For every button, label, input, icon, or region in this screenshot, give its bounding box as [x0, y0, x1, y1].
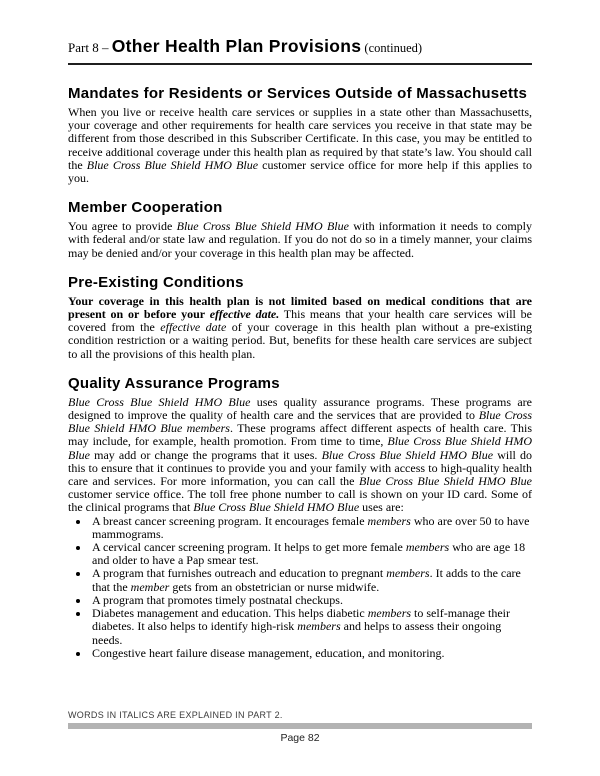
- list-item-cervical-cancer-screening: • A cervical cancer screening program. It helps to get more female members who are age 18 and older to have a Pap smear test.: [90, 541, 532, 567]
- footer-italics-note: WORDS IN ITALICS ARE EXPLAINED IN PART 2.: [68, 710, 283, 720]
- section-heading-member-cooperation: Member Cooperation: [68, 199, 223, 217]
- section-quality-assurance: [68, 376, 532, 660]
- list-item-pregnancy-outreach: • A program that furnishes outreach and education to pregnant members. It adds to the care that the member gets from an obstetrician or nurse midwife.: [90, 567, 532, 593]
- section-heading-pre-existing: Pre-Existing Conditions: [68, 273, 244, 291]
- section-heading-mandates: Mandates for Residents or Services Outside of Massachusetts: [68, 85, 528, 102]
- paragraph-mandates: When you live or receive health care services or supplies in a state other than Massachusetts, your coverage and other requirements for health care services you receive in that state may be different from those described in this Subscriber Certificate. In this case, you may be entitled to receive additional coverage under this health plan as required by that state’s law. You should call the Blue Cross Blue Shield HMO Blue customer service office for more help if this applies to you.: [68, 105, 532, 186]
- footer-divider-bar: [68, 723, 532, 729]
- list-item-diabetes-management: • Diabetes management and education. This helps diabetic members to self-manage their diabetes. It also helps to identify high-risk members and helps to assess their ongoing needs.: [90, 607, 532, 647]
- paragraph-pre-existing: Your coverage in this health plan is not limited based on medical conditions that are present on or before your effective date. This means that your health care services will be covered from the effective date of your coverage in this health plan without a pre-existing condition restriction or a waiting period. But, benefits for these health care services are subject to all the provisions of this health plan.: [68, 293, 533, 361]
- paragraph-member-cooperation: You agree to provide Blue Cross Blue Shield HMO Blue with information it needs to comply with federal and/or state law and regulation. If you do not do so in a timely manner, your claims may be denied and/or your coverage in this health plan may be affected.: [68, 219, 532, 260]
- section-mandates-outside-massachusetts: [68, 86, 532, 185]
- page-content: [68, 36, 532, 660]
- running-header: [68, 36, 532, 65]
- page-number: Page 82: [280, 732, 320, 744]
- section-heading-quality-assurance: Quality Assurance Programs: [68, 374, 280, 392]
- list-item-postnatal-checkups: • A program that promotes timely postnatal checkups.: [90, 594, 532, 607]
- section-member-cooperation: [68, 200, 532, 260]
- paragraph-quality-assurance: Blue Cross Blue Shield HMO Blue uses quality assurance programs. These programs are designed to improve the quality of health care and the services that are provided to Blue Cross Blue Shield HMO Blue members. These programs affect different aspects of health care. This may include, for example, health promotion. From time to time, Blue Cross Blue Shield HMO Blue may add or change the programs that it uses. Blue Cross Blue Shield HMO Blue will do this to ensure that it continues to provide you and your family with access to high-quality health care and services. For more information, you can call the Blue Cross Blue Shield HMO Blue customer service office. The toll free phone number to call is shown on your ID card. Some of the clinical programs that Blue Cross Blue Shield HMO Blue uses are:: [68, 394, 533, 515]
- clinical-programs-list: [68, 515, 532, 660]
- part-title: Other Health Plan Provisions: [111, 36, 362, 56]
- list-item-congestive-heart-failure: • Congestive heart failure disease management, education, and monitoring.: [90, 647, 532, 660]
- list-item-breast-cancer-screening: • A breast cancer screening program. It encourages female members who are over 50 to have mammograms.: [90, 515, 532, 541]
- part-continued-label: (continued): [361, 41, 423, 55]
- part-label: Part 8 –: [68, 40, 112, 55]
- section-pre-existing-conditions: [68, 275, 532, 361]
